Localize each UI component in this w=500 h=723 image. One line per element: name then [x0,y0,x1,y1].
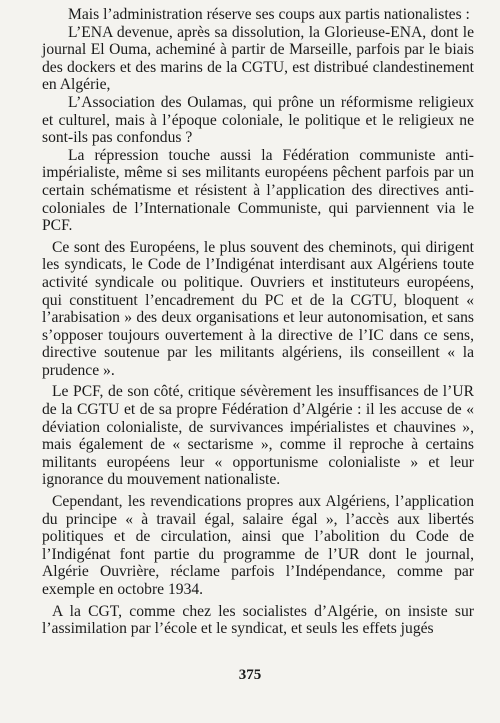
paragraph-3: L’Association des Oulamas, qui prône un réformisme religieux et culturel, mais à l’époque coloniale, le politique et le religieux ne sont-ils pas confondus ? [42,93,474,147]
paragraph-4: La répression touche aussi la Fédération communiste anti-impérialiste, même si ses militants européens pêchent parfois par un certain schématisme et résistent à l’application des directives anti-coloniales de l’Internationale Communiste, qui parviennent via le PCF. [42,146,474,235]
paragraph-8: A la CGT, comme chez les socialistes d’Algérie, on insiste sur l’assimilation par l’école et le syndicat, et seuls les effets jugés [42,602,474,638]
page-number: 375 [238,667,262,683]
paragraph-2: L’ENA devenue, après sa dissolution, la Glorieuse-ENA, dont le journal El Ouma, acheminé à partir de Marseille, parfois par le biais des dockers et des marins de la CGTU, est distribué clandestinement en Algérie, [42,23,474,94]
paragraph-5: Ce sont des Européens, le plus souvent des cheminots, qui dirigent les syndicats, le Code de l’Indigénat interdisant aux Algériens toute activité syndicale ou politique. Ouvriers et instituteurs européens, qui constituent l’encadrement du PC et de la CGTU, bloquent « l’arabisation » des deux organisations et leur autonomisation, et sans s’opposer toujours ouvertement à la directive de l’IC dans ce sens, directive soutenue par les militants algériens, ils conseillent « la prudence ». [42,238,474,379]
paragraph-1: Mais l’administration réserve ses coups aux partis nationalistes : [68,6,470,23]
paragraph-6: Le PCF, de son côté, critique sévèrement les insuffisances de l’UR de la CGTU et de sa propre Fédération d’Algérie : il les accuse de « déviation colonialiste, de survivances impérialistes et chauvines », mais également de « sectarisme », comme il reproche à certains militants européens leur « opportunisme colonialiste » et leur ignorance du mouvement nationaliste. [42,383,474,489]
body-text [42,6,474,638]
paragraph-7: Cependant, les revendications propres aux Algériens, l’application du principe « à travail égal, salaire égal », l’accès aux libertés politiques et de circulation, ainsi que l’abolition du Code de l’Indigénat font partie du programme de l’UR dont le journal, Algérie Ouvrière, réclame parfois l’Indépendance, comme par exemple en octobre 1934. [42,493,474,598]
